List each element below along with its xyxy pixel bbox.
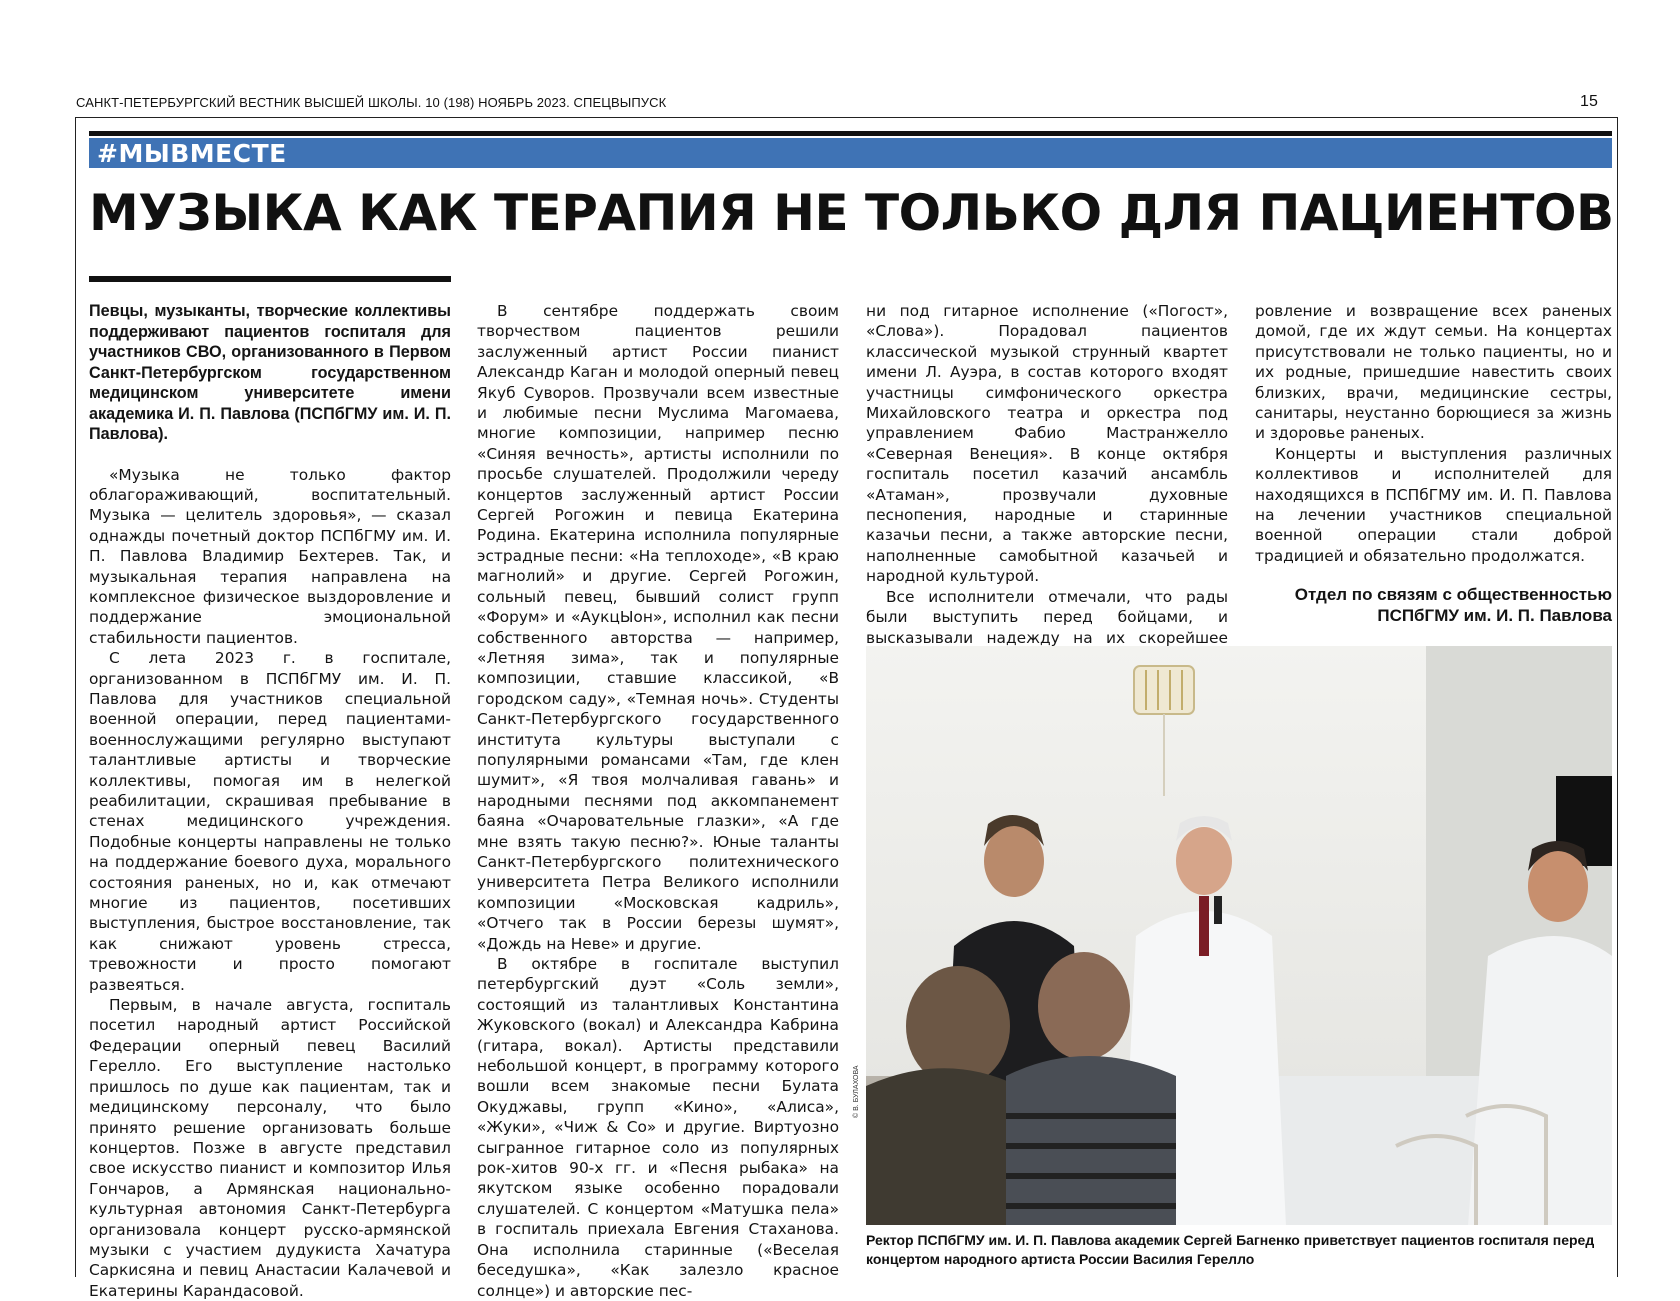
- lead-rule: [89, 276, 451, 282]
- page-frame-right: [1617, 117, 1618, 1277]
- column-4: [1255, 301, 1612, 626]
- page-frame-left: [75, 117, 76, 1277]
- rubric-label: #МЫВМЕСТЕ: [97, 139, 287, 168]
- publication-title: САНКТ-ПЕТЕРБУРГСКИЙ ВЕСТНИК ВЫСШЕЙ ШКОЛЫ. 10 (198) НОЯБРЬ 2023. СПЕЦВЫПУСК: [76, 95, 667, 110]
- paragraph: Первым, в начале августа, госпиталь посетил народный артист Российской Федерации оперный певец Василий Герелло. Его выступление настолько пришлось по душе как пациентам, так и медицинскому персоналу, что было принято решение организовать больше концертов. Позже в августе представил свое искусство пианист и композитор Илья Гончаров, а Армянская национально-культурная автономия Санкт-Петербурга организовала концерт русско-армянской музыки с участием дудукиста Хачатура Саркисяна и певиц Анастасии Калачевой и Екатерины Карандасовой.: [89, 996, 451, 1300]
- photo-credit: © В. БУЛАХОВА: [853, 1065, 860, 1118]
- paragraph: В октябре в госпитале выступил петербургский дуэт «Соль земли», состоящий из талантливых Константина Жуковского (вокал) и Александра Кабрина (гитара, вокал). Артисты представили небольшой концерт, в программу которого вошли всем знакомые песни Булата Окуджавы, групп «Кино», «Алиса», «Жуки», «Чиж & Со» и другие. Виртуозно сыгранное гитарное соло из популярных рок-хитов 90-х гг. и «Песня рыбака» на якутском языке особенно порадовали слушателей. С концертом «Матушка пела» в госпиталь приехала Евгения Стаханова. Она исполнила старинные («Веселая беседушка», «Как залезло красное солнце») и авторские пес-: [477, 955, 839, 1300]
- article-headline: МУЗЫКА КАК ТЕРАПИЯ НЕ ТОЛЬКО ДЛЯ ПАЦИЕНТОВ: [89, 184, 1614, 242]
- article-lead: Певцы, музыканты, творческие коллективы поддерживают пациентов госпиталя для участников СВО, организованного в Первом Санкт-Петербургском государственном медицинском университете имени академика И. П. Павлова (ПСПбГМУ им. И. П. Павлова).: [89, 302, 451, 443]
- photo-illustration: [866, 646, 1612, 1225]
- article-photo: [866, 646, 1612, 1225]
- paragraph: ни под гитарное исполнение («Погост», «Слова»). Порадовал пациентов классической музыкой струнный квартет имени Л. Ауэра, в состав которого входят участницы симфонического оркестра Михайловского театра и оркестра под управлением Фабио Мастранжелло «Северная Венеция». В конце октября госпиталь посетил казачий ансамбль «Атаман», прозвучали духовные песнопения, народные и старинные казачьи песни, а также авторские песни, наполненные самобытной казачьей и народной культурой.: [866, 302, 1228, 586]
- header-rule: [89, 131, 1612, 136]
- photo-caption: Ректор ПСПбГМУ им. И. П. Павлова академик Сергей Багненко приветствует пациентов госпиталя перед концертом народного артиста России Василия Герелло: [866, 1232, 1595, 1267]
- paragraph: ровление и возвращение всех раненых домой, где их ждут семьи. На концертах присутствовали не только пациенты, но и их родные, пришедшие навестить своих близких, врачи, медицинские сестры, санитары, неустанно борющиеся за жизнь и здоровье раненых.: [1255, 302, 1612, 443]
- signature-line-2: ПСПбГМУ им. И. П. Павлова: [1377, 606, 1612, 626]
- running-head: [76, 95, 1620, 115]
- paragraph: Концерты и выступления различных коллективов и исполнителей для находящихся в ПСПбГМУ им. И. П. Павлова на лечении участников специальной военной операции стали доброй традицией и обязательно продолжатся.: [1255, 444, 1612, 565]
- column-3: [866, 301, 1228, 668]
- paragraph: В сентябре поддержать своим творчеством пациентов решили заслуженный артист России пианист Александр Каган и молодой оперный певец Якуб Суворов. Прозвучали всем известные и любимые песни Муслима Магомаева, многие композиции, например песню «Синяя вечность», артисты исполнили по просьбе слушателей. Продолжили череду концертов заслуженный артист России Сергей Рогожин и певица Екатерина Родина. Екатерина исполнила популярные эстрадные песни: «На теплоходе», «В краю магнолий» и другие. Сергей Рогожин, сольный певец, бывший солист групп «Форум» и «АукцЫон», исполнил как песни собственного авторства — например, «Летняя зима», так и популярные композиции, ставшие классикой, «В городском саду», «Темная ночь». Студенты Санкт-Петербургского государственного института культуры выступали с популярными романсами «Там, где клен шумит», «Я твоя молчаливая гавань» и народными песнями под аккомпанемент баяна «Очаровательные глазки», «А где мне взять такую песню?». Юные таланты Санкт-Петербургского политехнического университета Петра Великого исполнили композиции «Московская кадриль», «Отчего так в России березы шумят», «Дождь на Неве» и другие.: [477, 302, 839, 953]
- page-frame-top: [75, 117, 1618, 118]
- paragraph: С лета 2023 г. в госпитале, организованном в ПСПбГМУ им. И. П. Павлова для участников специальной военной операции, перед пациентами-военнослужащими регулярно выступают талантливые артисты и творческие коллективы, помогая им в нелегкой реабилитации, скрашивая пребывание в стенах медицинского учреждения. Подобные концерты направлены не только на поддержание боевого духа, морального состояния раненых, но и, как отмечают многие из пациентов, посетивших выступления, быстрое восстановление, так как снижают уровень стресса, тревожности и просто помогают развеяться.: [89, 649, 451, 994]
- rubric-bar: [89, 138, 1612, 168]
- paragraph: «Музыка не только фактор облагораживающий, воспитательный. Музыка — целитель здоровья», — сказал однажды почетный доктор ПСПбГМУ им. И. П. Павлова Владимир Бехтерев. Так, и музыкальная терапия направлена на комплексное физическое выздоровление и поддержание эмоциональной стабильности пациентов.: [89, 465, 451, 647]
- microphone-icon: [1214, 896, 1222, 924]
- column-1: [89, 301, 451, 1301]
- page-number: 15: [1580, 93, 1598, 110]
- column-2: [477, 301, 839, 1301]
- paragraph: Все исполнители отмечали, что рады были выступить перед бойцами, и высказывали надежду на их скорейшее: [866, 587, 1228, 647]
- article-signature: [1255, 584, 1612, 626]
- signature-line-1: Отдел по связям с общественностью: [1294, 585, 1612, 605]
